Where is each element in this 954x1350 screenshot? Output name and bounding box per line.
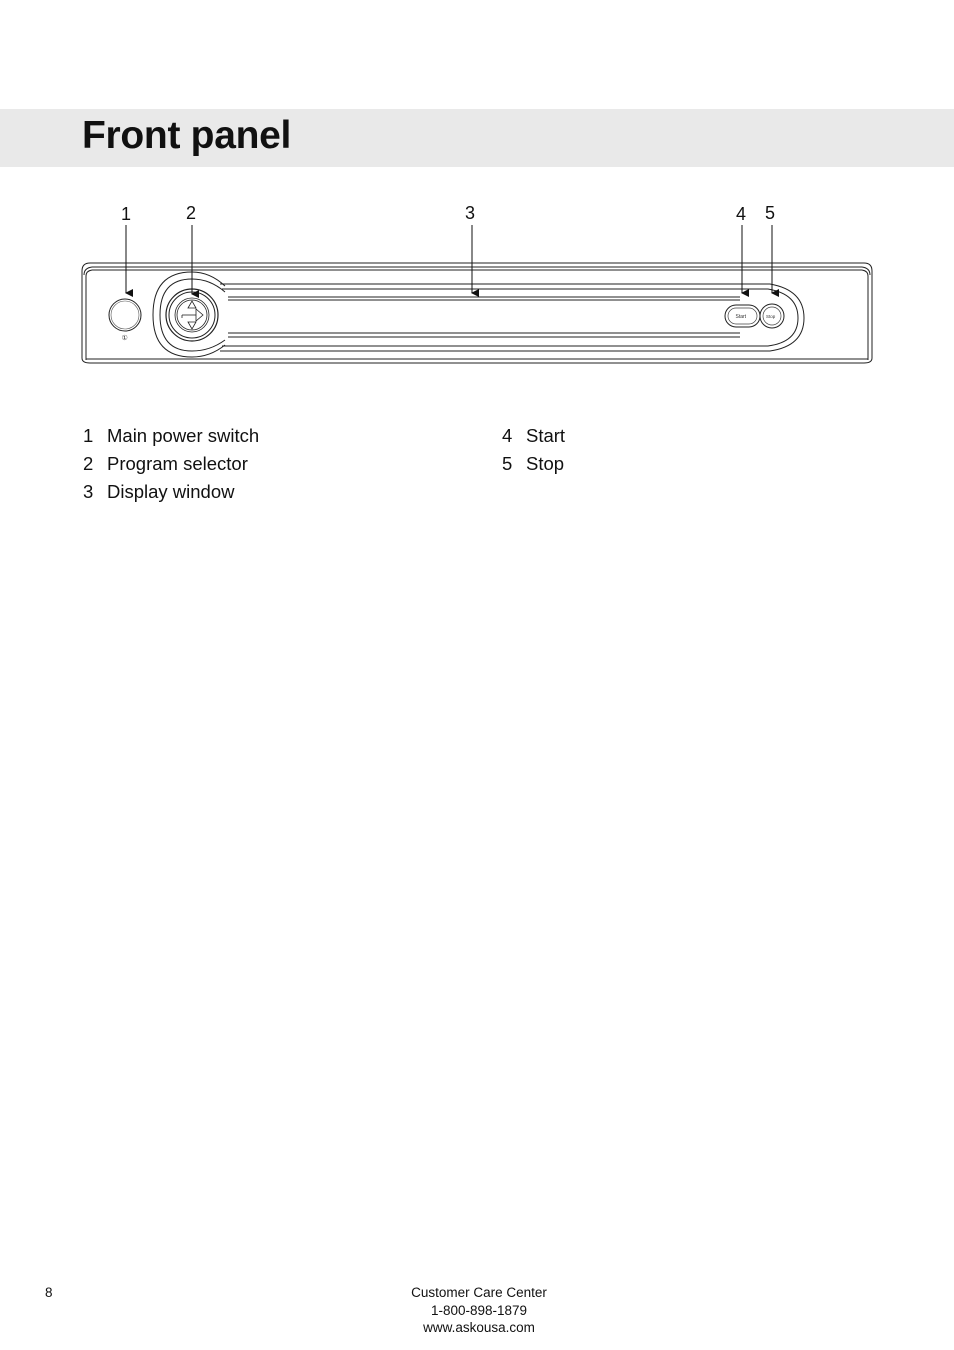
start-button (725, 305, 760, 327)
legend-label: Main power switch (107, 425, 260, 446)
legend-label: Stop (526, 453, 565, 474)
legend-label: Start (526, 425, 566, 446)
legend-label: Display window (107, 481, 235, 502)
stop-button (760, 304, 784, 328)
callout-3: 3 (465, 203, 476, 223)
legend-item (83, 422, 259, 450)
legend-item (83, 450, 259, 478)
legend-right (502, 422, 565, 478)
display-window-outline (220, 284, 804, 351)
contact-website: www.askousa.com (423, 1320, 535, 1335)
legend-left (83, 422, 259, 506)
page-number: 8 (45, 1285, 53, 1300)
contact-title: Customer Care Center (411, 1285, 547, 1300)
front-panel-diagram (0, 190, 954, 380)
footer-contact (379, 1284, 579, 1337)
start-button-label: Start (735, 314, 747, 320)
legend-number: 4 (502, 425, 513, 446)
legend-item (502, 450, 565, 478)
power-symbol: ① (121, 335, 128, 342)
callout-4: 4 (736, 204, 747, 224)
legend-label: Program selector (107, 453, 248, 474)
callout-2: 2 (186, 203, 197, 223)
callout-1: 1 (121, 204, 132, 224)
legend-number: 1 (83, 425, 94, 446)
main-power-switch (109, 299, 141, 342)
program-selector (153, 272, 225, 357)
legend-item (502, 422, 565, 450)
legend-item (83, 478, 259, 506)
legend-number: 3 (83, 481, 94, 502)
legend-number: 2 (83, 453, 94, 474)
page-title: Front panel (82, 114, 292, 157)
callout-5: 5 (765, 203, 776, 223)
stop-button-label: Stop (766, 314, 776, 319)
contact-phone: 1-800-898-1879 (430, 1302, 528, 1318)
legend-number: 5 (502, 453, 513, 474)
